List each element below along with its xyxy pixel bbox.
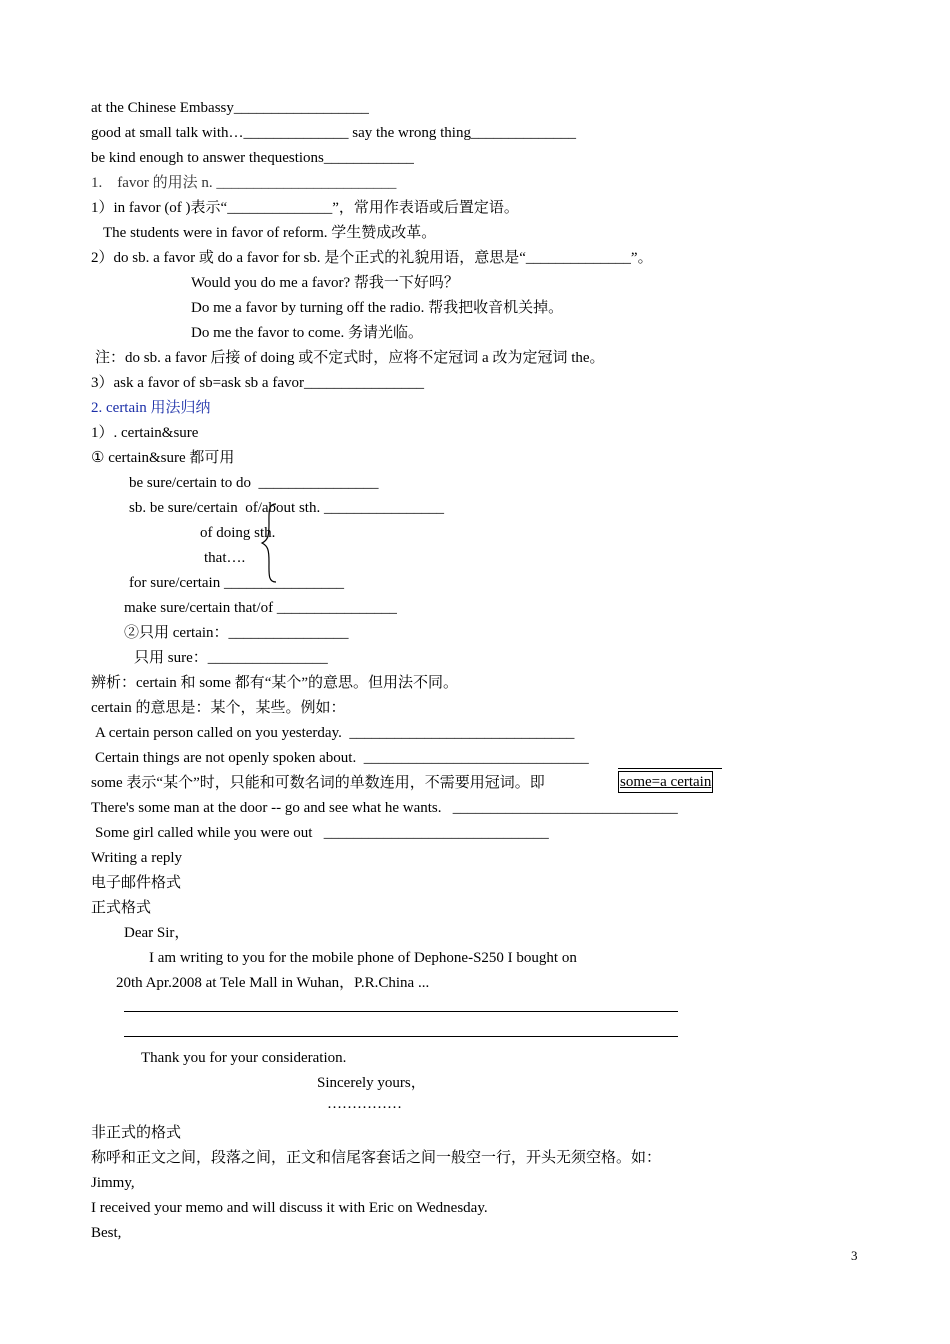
example-line: Would you do me a favor? 帮我一下好吗？ — [191, 275, 459, 291]
text-line: 1）in favor (of )表示“______________”，常用作表语或后置定语。 — [91, 200, 519, 216]
text-line: sb. be sure/certain of/about sth. ________________ — [129, 500, 444, 516]
text-line: for sure/certain ________________ — [129, 575, 344, 591]
section-heading-favor: 1. favor 的用法 n. ________________________ — [91, 175, 397, 191]
text-line: of doing sth. — [200, 525, 276, 541]
text-line: ① certain&sure 都可用 — [91, 450, 235, 466]
text-line: certain 的意思是：某个，某些。例如： — [91, 700, 346, 716]
text-line: good at small talk with…______________ say the wrong thing______________ — [91, 125, 576, 141]
text-line: be sure/certain to do ________________ — [129, 475, 379, 491]
letter-closing: Thank you for your consideration. — [141, 1050, 347, 1066]
blank-writing-line — [124, 1036, 678, 1037]
letter-signature: …………… — [327, 1096, 402, 1112]
letter-salutation: Dear Sir， — [124, 925, 190, 941]
example-line: Do me a favor by turning off the radio. 帮我把收音机关掉。 — [191, 300, 564, 316]
section-heading: 正式格式 — [91, 900, 152, 916]
page-number: 3 — [851, 1248, 858, 1263]
text-line: Jimmy, — [91, 1175, 135, 1191]
example-line: Some girl called while you were out ______________________________ — [95, 825, 549, 841]
section-heading: Writing a reply — [91, 850, 183, 866]
example-line: Certain things are not openly spoken about. ______________________________ — [95, 750, 589, 766]
boxed-equation: some=a certain — [618, 771, 713, 793]
letter-body: 20th Apr.2008 at Tele Mall in Wuhan，P.R.China ... — [116, 975, 430, 991]
note-line: 注：do sb. a favor 后接 of doing 或不定式时，应将不定冠词 a 改为定冠词 the。 — [95, 350, 605, 366]
text-line: make sure/certain that/of ________________ — [124, 600, 397, 616]
text-line: 2）do sb. a favor 或 do a favor for sb. 是个正式的礼貌用语，意思是“______________”。 — [91, 250, 653, 266]
section-heading: 电子邮件格式 — [91, 875, 182, 891]
text-line: Best, — [91, 1225, 122, 1241]
text-line: that…. — [204, 550, 246, 566]
blank-writing-line — [124, 1011, 678, 1012]
letter-signoff: Sincerely yours， — [317, 1075, 426, 1091]
example-line: There's some man at the door -- go and see what he wants. ______________________________ — [91, 800, 678, 816]
section-heading-certain: 2. certain 用法归纳 — [91, 400, 211, 416]
section-heading: 非正式的格式 — [91, 1125, 182, 1141]
text-line: 称呼和正文之间，段落之间，正文和信尾客套话之间一般空一行，开头无须空格。如： — [91, 1150, 662, 1166]
letter-body: I am writing to you for the mobile phone of Dephone-S250 I bought on — [149, 950, 577, 966]
text-line: be kind enough to answer thequestions____________ — [91, 150, 414, 166]
text-line: ②只用 certain：________________ — [124, 625, 349, 641]
text-line: 3）ask a favor of sb=ask sb a favor________________ — [91, 375, 424, 391]
text-line: 只用 sure：________________ — [134, 650, 328, 666]
curly-brace-icon — [258, 502, 282, 584]
text-line: 辨析：certain 和 some 都有“某个”的意思。但用法不同。 — [91, 675, 459, 691]
text-line: 1）. certain&sure — [91, 425, 199, 441]
text-line: The students were in favor of reform. 学生赞成改革。 — [103, 225, 437, 241]
example-line: A certain person called on you yesterday. ______________________________ — [95, 725, 575, 741]
text-line: I received your memo and will discuss it with Eric on Wednesday. — [91, 1200, 488, 1216]
text-line: some 表示“某个”时，只能和可数名词的单数连用，不需要用冠词。即 — [91, 775, 545, 791]
example-line: Do me the favor to come. 务请光临。 — [191, 325, 424, 341]
text-line: at the Chinese Embassy__________________ — [91, 100, 369, 116]
box-top-rule — [618, 768, 722, 769]
